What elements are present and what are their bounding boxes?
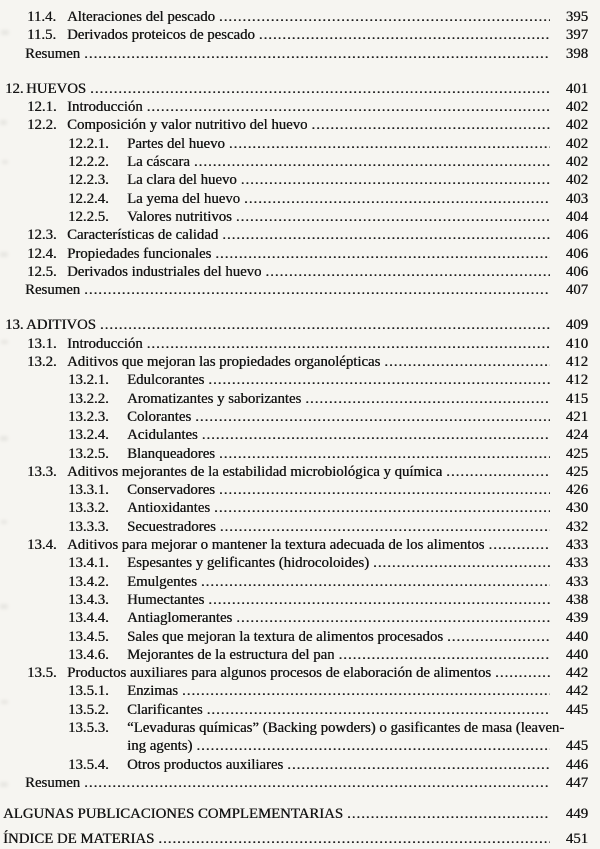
entry-number: 12.2. [27,117,57,134]
entry-title: Aditivos para mejorar o mantener la textura adecuada de los alimentos [67,537,485,554]
entry-number: 13.2.2. [68,390,109,407]
page-number: 442 [565,665,588,682]
dot-leader [195,408,550,426]
entry-title: Aditivos mejorantes de la estabilidad microbiológica y química [67,463,443,480]
entry-title: Blanqueadores [127,445,215,462]
entry-number: 13.3.1. [68,482,109,499]
entry-number: 13.4.2. [68,573,109,590]
entry-title: Resumen [25,282,81,299]
entry-title: ADITIVOS [26,317,96,334]
page-number: 404 [565,208,588,225]
toc-entry [0,573,588,591]
entry-title: Derivados industriales del huevo [67,263,262,280]
dot-leader [202,426,550,444]
entry-number: 12.2.5. [68,208,109,225]
entry-title: Antiaglomerantes [127,610,233,627]
entry-number: 12.2.2. [68,154,109,171]
dot-leader [84,774,550,792]
page-number: 421 [565,408,588,425]
entry-number: 11.4. [27,9,57,25]
entry-title: Resumen [25,45,81,62]
page-number: 451 [565,831,588,848]
page-number: 440 [565,646,588,663]
page-number: 442 [565,683,588,700]
entry-title: Acidulantes [127,427,198,444]
entry-title: “Levaduras químicas” (Backing powders) o gasificantes de masa (leaven- [127,719,565,736]
page-number: 406 [565,263,588,280]
entry-number: 13.5.3. [68,719,109,736]
toc-entry [0,45,588,63]
entry-title: Alteraciones del pescado [67,9,215,25]
entry-title: Enzimas [127,683,178,700]
toc-entry [0,481,588,499]
dot-leader [84,281,550,299]
page-number: 406 [565,245,588,262]
toc-entry [0,737,588,755]
entry-title: Partes del huevo [127,135,225,152]
entry-title: HUEVOS [26,80,87,97]
toc-entry [0,208,588,226]
entry-number: 13.5.2. [68,701,109,718]
page-number: 403 [565,190,588,207]
page-number: 425 [565,445,588,462]
page-number: 402 [565,99,588,116]
toc-entry [0,390,588,408]
toc-entry [0,518,588,536]
dot-leader [236,609,550,627]
entry-title: Introducción [67,99,143,116]
page-number: 397 [565,27,588,44]
toc-entry [0,554,588,572]
toc-entry [0,445,588,463]
entry-title: Aditivos que mejoran las propiedades organolépticas [67,354,381,371]
entry-number: 13.2. [27,354,57,371]
entry-number: 12.3. [27,227,57,244]
entry-number: 13.4.6. [68,646,109,663]
dot-leader [373,554,550,572]
page-number: 425 [565,463,588,480]
dot-leader [219,445,550,463]
dot-leader [244,190,550,208]
dot-leader [347,805,550,823]
entry-number: 13.2.3. [68,408,109,425]
dot-leader [311,116,550,134]
toc-entry [0,719,588,737]
toc-entry [0,335,588,353]
entry-number: 12.4. [27,245,57,262]
entry-number: 11.5. [27,27,57,44]
page-number: 440 [565,628,588,645]
toc-entry [0,281,588,299]
page-number: 402 [565,172,588,189]
page-number: 433 [565,555,588,572]
entry-title: Conservadores [127,482,215,499]
toc-entry [0,353,588,371]
entry-number: 13.2.5. [68,445,109,462]
page-number: 402 [565,135,588,152]
dot-leader [158,830,550,848]
entry-number: 13.3. [27,463,57,480]
entry-title: Emulgentes [127,573,197,590]
dot-leader [446,463,550,481]
entry-title: La yema del huevo [127,190,240,207]
entry-title: Edulcorantes [127,372,205,389]
dot-leader [207,701,550,719]
entry-title: Propiedades funcionales [67,245,212,262]
entry-title: Composición y valor nutritivo del huevo [67,117,308,134]
entry-number: 13.4. [27,537,57,554]
entry-title: Clarificantes [127,701,203,718]
page-number: 409 [565,317,588,334]
entry-number: 12.2.3. [68,172,109,189]
entry-number: 13.4.1. [68,555,109,572]
page-number: 406 [565,227,588,244]
toc-entry [0,408,588,426]
toc-entry [0,664,588,682]
entry-title: Derivados proteicos de pescado [67,27,255,44]
entry-number: 12.2.1. [68,135,109,152]
entry-title: Resumen [25,774,81,791]
dot-leader [488,536,550,554]
page-number: 424 [565,427,588,444]
dot-leader [84,45,550,63]
toc-entry [0,80,588,98]
entry-number: 13.1. [27,335,57,352]
toc-entry [0,756,588,774]
entry-title: Antioxidantes [127,500,211,517]
toc-entry [0,701,588,719]
entry-title: Espesantes y gelificantes (hidrocoloides) [127,555,370,572]
toc-entry [0,591,588,609]
dot-leader [201,573,550,591]
entry-number: 13.4.3. [68,591,109,608]
toc-entry [0,8,588,26]
dot-leader [222,226,550,244]
dot-leader [194,153,550,171]
page-number: 449 [565,806,588,823]
page-number: 439 [565,610,588,627]
entry-number: 13.5.4. [68,756,109,773]
entry-number: 13.5.1. [68,683,109,700]
entry-title: La cáscara [127,154,190,171]
dot-leader [384,353,550,371]
toc-entry [0,805,588,823]
toc-entry [0,263,588,281]
entry-title: ALGUNAS PUBLICACIONES COMPLEMENTARIAS [3,806,343,823]
dot-leader [215,245,550,263]
dot-leader [182,682,550,700]
entry-title: Mejorantes de la estructura del pan [127,646,335,663]
entry-title: Otros productos auxiliares [127,756,284,773]
entry-title: Aromatizantes y saborizantes [127,390,302,407]
entry-title: Colorantes [127,408,192,425]
toc-entry [0,830,588,848]
entry-title: Productos auxiliares para algunos procesos de elaboración de alimentos [67,665,492,682]
entry-number: 13.4.4. [68,610,109,627]
page-number: 447 [565,774,588,791]
dot-leader [220,518,550,536]
entry-title: ÍNDICE DE MATERIAS [3,831,155,848]
entry-title: Valores nutritivos [127,208,232,225]
page-number: 401 [565,80,588,97]
page-number: 412 [565,354,588,371]
toc-entry [0,426,588,444]
page-number: 433 [565,573,588,590]
entry-title: Secuestradores [127,518,216,535]
entry-number: 13.2.4. [68,427,109,444]
entry-number: 13.3.3. [68,518,109,535]
entry-title: Introducción [67,335,143,352]
entry-number: 13.2.1. [68,372,109,389]
page-number: 407 [565,282,588,299]
dot-leader [219,8,550,26]
dot-leader [147,98,550,116]
page-number: 402 [565,117,588,134]
dot-leader [147,335,550,353]
dot-leader [208,371,550,389]
dot-leader [236,208,550,226]
dot-leader [338,646,550,664]
entry-number: 12. [5,80,24,97]
page-number: 410 [565,335,588,352]
toc-entry [0,26,588,44]
toc-list [0,8,588,849]
page-number: 395 [565,9,588,25]
entry-title: Características de calidad [67,227,219,244]
page-number: 432 [565,518,588,535]
dot-leader [90,80,550,98]
dot-leader [241,171,550,189]
toc-entry [0,536,588,554]
entry-title: ing agents) [127,738,193,755]
entry-number: 13.3.2. [68,500,109,517]
toc-entry [0,190,588,208]
dot-leader [259,26,550,44]
toc-entry [0,646,588,664]
page-number: 438 [565,591,588,608]
entry-number: 13. [5,317,24,334]
toc-entry [0,116,588,134]
page-number: 415 [565,390,588,407]
entry-title: Humectantes [127,591,205,608]
entry-number: 13.5. [27,665,57,682]
page-number: 402 [565,154,588,171]
toc-entry [0,774,588,792]
entry-number: 12.5. [27,263,57,280]
toc-entry [0,98,588,116]
page-number: 398 [565,45,588,62]
entry-number: 12.1. [27,99,57,116]
toc-entry [0,499,588,517]
toc-entry [0,463,588,481]
toc-entry [0,371,588,389]
dot-leader [229,135,550,153]
dot-leader [196,737,550,755]
page-number: 412 [565,372,588,389]
dot-leader [305,390,550,408]
dot-leader [219,481,550,499]
page-number: 430 [565,500,588,517]
toc-entry [0,682,588,700]
dot-leader [208,591,550,609]
page-number: 445 [565,738,588,755]
toc-entry [0,628,588,646]
dot-leader [495,664,550,682]
toc-entry [0,316,588,334]
entry-number: 13.4.5. [68,628,109,645]
dot-leader [100,316,550,334]
dot-leader [287,756,550,774]
toc-entry [0,153,588,171]
toc-entry [0,609,588,627]
page-number: 446 [565,756,588,773]
dot-leader [447,628,550,646]
entry-title: Sales que mejoran la textura de alimentos procesados [127,628,443,645]
page-number: 433 [565,537,588,554]
toc-entry [0,135,588,153]
entry-title: La clara del huevo [127,172,237,189]
toc-entry [0,245,588,263]
page-number: 426 [565,482,588,499]
toc-entry [0,226,588,244]
entry-number: 12.2.4. [68,190,109,207]
toc-entry [0,171,588,189]
page-number: 445 [565,701,588,718]
dot-leader [265,263,550,281]
dot-leader [214,499,550,517]
